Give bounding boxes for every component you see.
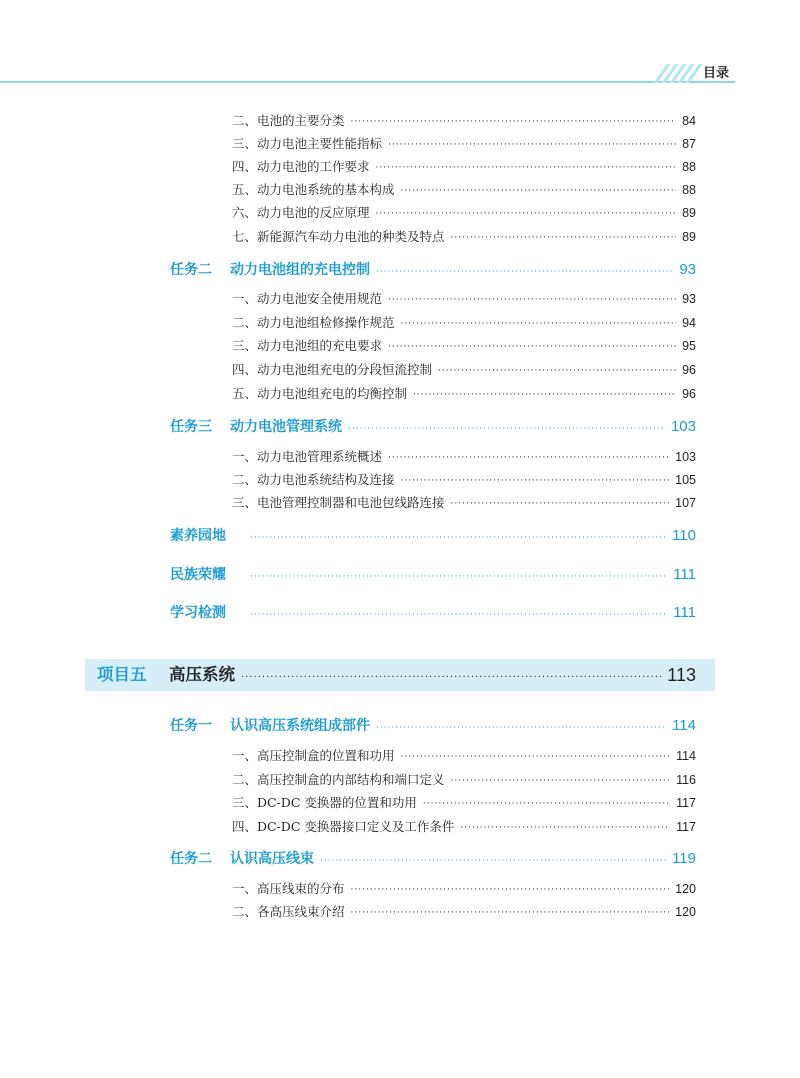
toc-entry[interactable] <box>232 182 696 198</box>
toc-entry-label: 三、动力电池组的充电要求 <box>232 338 383 353</box>
toc-entry[interactable] <box>232 113 696 129</box>
header-title: 目录 <box>702 66 729 81</box>
toc-entry-label: 二、动力电池组检修操作规范 <box>232 315 395 330</box>
task-title: 认识高压系统组成部件 <box>230 718 370 734</box>
leader-dots <box>423 799 670 809</box>
leader-dots <box>351 908 670 918</box>
toc-entry-page: 116 <box>676 773 696 787</box>
toc-entry-page: 87 <box>682 137 696 151</box>
toc-task-entry[interactable] <box>170 261 696 279</box>
leader-dots <box>413 390 676 400</box>
leader-dots <box>351 117 677 127</box>
section-page: 111 <box>673 604 696 621</box>
toc-entry-label: 四、动力电池组充电的分段恒流控制 <box>232 362 433 377</box>
toc-entry[interactable] <box>232 881 696 897</box>
project-title: 高压系统 <box>169 665 235 684</box>
leader-dots <box>376 723 666 733</box>
task-number: 任务一 <box>170 718 212 734</box>
toc-entry-label: 三、电池管理控制器和电池包线路连接 <box>232 495 445 510</box>
toc-entry[interactable] <box>232 472 696 488</box>
leader-dots <box>460 823 670 833</box>
task-number: 任务三 <box>170 419 212 435</box>
toc-entry-page: 117 <box>676 796 696 810</box>
toc-entry[interactable] <box>232 338 696 354</box>
toc-section-entry[interactable] <box>170 527 696 545</box>
leader-dots <box>388 453 669 463</box>
leader-dots <box>401 752 671 762</box>
toc-entry[interactable] <box>232 386 696 402</box>
header-rule <box>0 81 735 83</box>
toc-entry[interactable] <box>232 904 696 920</box>
toc-entry[interactable] <box>232 136 696 152</box>
toc-entry[interactable] <box>232 362 696 378</box>
task-title: 动力电池管理系统 <box>230 419 342 435</box>
header-tab <box>651 64 735 83</box>
task-page: 114 <box>672 717 696 734</box>
toc-entry-label: 五、动力电池系统的基本构成 <box>232 182 395 197</box>
leader-dots <box>320 856 666 866</box>
toc-entry[interactable] <box>232 795 696 811</box>
leader-dots <box>351 885 670 895</box>
toc-entry-label: 一、高压控制盒的位置和功用 <box>232 748 395 763</box>
toc-entry[interactable] <box>232 495 696 511</box>
leader-dots <box>401 186 677 196</box>
toc-entry-page: 96 <box>682 363 696 377</box>
leader-dots <box>438 366 676 376</box>
toc-entry-label: 三、动力电池主要性能指标 <box>232 136 383 151</box>
toc-section-entry[interactable] <box>170 566 696 584</box>
toc-entry[interactable] <box>232 315 696 331</box>
section-title: 民族荣耀 <box>170 567 226 583</box>
toc-entry-label: 三、DC-DC 变换器的位置和功用 <box>232 795 417 810</box>
toc-entry-label: 四、动力电池的工作要求 <box>232 159 370 174</box>
toc-entry[interactable] <box>232 748 696 764</box>
toc-entry[interactable] <box>232 205 696 221</box>
toc-entry[interactable] <box>232 449 696 465</box>
toc-entry-page: 88 <box>682 183 696 197</box>
leader-dots <box>388 295 676 305</box>
toc-entry-label: 五、动力电池组充电的均衡控制 <box>232 386 408 401</box>
toc-entry-page: 103 <box>675 450 696 464</box>
leader-dots <box>241 673 661 683</box>
toc-entry[interactable] <box>232 819 696 835</box>
toc-entry-page: 84 <box>682 114 696 128</box>
toc-entry-label: 二、各高压线束介绍 <box>232 904 345 919</box>
toc-task-entry[interactable] <box>170 850 696 868</box>
toc-entry-page: 107 <box>675 496 696 510</box>
toc-task-entry[interactable] <box>170 418 696 436</box>
toc-entry-label: 七、新能源汽车动力电池的种类及特点 <box>232 229 445 244</box>
toc-entry-page: 117 <box>676 820 696 834</box>
task-title: 认识高压线束 <box>230 851 314 867</box>
toc-section-entry[interactable] <box>170 604 696 622</box>
toc-entry-page: 93 <box>682 292 696 306</box>
toc-entry[interactable] <box>232 229 696 245</box>
toc-entry-label: 一、动力电池管理系统概述 <box>232 449 383 464</box>
project-number: 项目五 <box>97 665 147 684</box>
project-page: 113 <box>667 665 696 685</box>
toc-entry-label: 二、动力电池系统结构及连接 <box>232 472 395 487</box>
toc-entry-page: 88 <box>682 160 696 174</box>
toc-entry-page: 96 <box>682 387 696 401</box>
toc-entry-label: 二、高压控制盒的内部结构和端口定义 <box>232 772 445 787</box>
leader-dots <box>376 163 677 173</box>
leader-dots <box>376 209 677 219</box>
section-title: 学习检测 <box>170 605 226 621</box>
section-title: 素养园地 <box>170 528 226 544</box>
toc-entry-page: 89 <box>682 230 696 244</box>
task-page: 93 <box>679 261 696 278</box>
toc-entry-label: 一、高压线束的分布 <box>232 881 345 896</box>
leader-dots <box>250 610 667 620</box>
leader-dots <box>388 140 676 150</box>
toc-entry-label: 二、电池的主要分类 <box>232 113 345 128</box>
section-page: 110 <box>672 527 696 544</box>
leader-dots <box>250 572 667 582</box>
toc-entry-page: 89 <box>682 206 696 220</box>
toc-entry-page: 120 <box>675 882 696 896</box>
toc-entry-page: 95 <box>682 339 696 353</box>
toc-entry[interactable] <box>232 291 696 307</box>
leader-dots <box>451 499 670 509</box>
toc-project-entry[interactable] <box>97 665 696 685</box>
toc-entry-page: 114 <box>676 749 696 763</box>
toc-entry[interactable] <box>232 772 696 788</box>
toc-entry-page: 120 <box>675 905 696 919</box>
leader-dots <box>401 476 670 486</box>
toc-task-entry[interactable] <box>170 717 696 735</box>
task-number: 任务二 <box>170 851 212 867</box>
task-page: 103 <box>670 418 696 435</box>
leader-dots <box>401 319 677 329</box>
section-page: 111 <box>673 566 696 583</box>
leader-dots <box>376 267 673 277</box>
toc-entry[interactable] <box>232 159 696 175</box>
leader-dots <box>348 424 665 434</box>
toc-entry-page: 105 <box>675 473 696 487</box>
toc-entry-label: 六、动力电池的反应原理 <box>232 205 370 220</box>
leader-dots <box>451 233 677 243</box>
toc-entry-page: 94 <box>682 316 696 330</box>
leader-dots <box>451 776 671 786</box>
task-page: 119 <box>672 850 696 867</box>
toc-entry-label: 一、动力电池安全使用规范 <box>232 291 383 306</box>
toc-entry-label: 四、DC-DC 变换器接口定义及工作条件 <box>232 819 455 834</box>
task-title: 动力电池组的充电控制 <box>230 262 370 278</box>
leader-dots <box>388 342 676 352</box>
leader-dots <box>250 533 666 543</box>
task-number: 任务二 <box>170 262 212 278</box>
